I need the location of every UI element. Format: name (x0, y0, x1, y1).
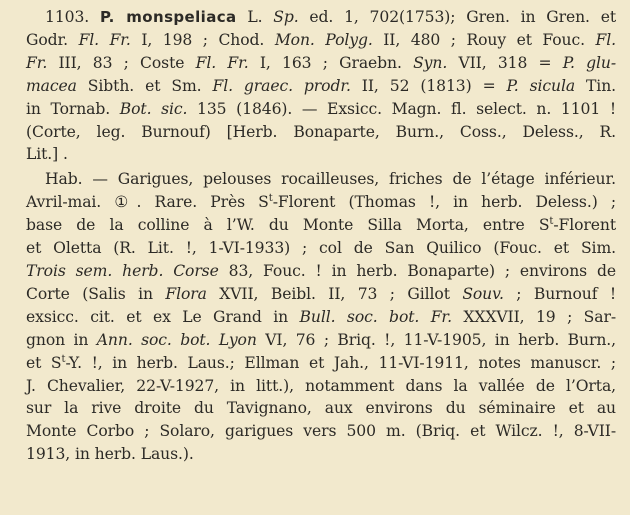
habitat-line (26, 214, 616, 237)
text-run: sur la rive droite du Tavignano, aux environs du séminaire et au (26, 399, 616, 418)
text-run: II, 52 (1813) = (350, 76, 507, 95)
italic-run: Trois sem. herb. Corse (26, 261, 219, 280)
text-run: Avril-mai. ①. Rare. Près S (26, 193, 269, 212)
italic-run: Mon. Polyg. (274, 30, 373, 49)
text-run: Godr. (26, 30, 79, 49)
text-run: I, 198 ; Chod. (130, 30, 275, 49)
entry-line (26, 52, 616, 75)
text-run: gnon in (26, 330, 97, 349)
text-run: in Tornab. (26, 99, 120, 118)
text-run: exsicc. cit. et ex Le Grand in (26, 307, 300, 326)
text-run: XVII, Beibl. II, 73 ; Gillot (206, 284, 463, 303)
text-run: Sibth. et Sm. (76, 76, 213, 95)
text-run: -Y. !, in herb. Laus.; Ellman et Jah., 11-VI-1911, notes manuscr. ; (65, 353, 616, 372)
species-entry (26, 6, 616, 166)
habitat-line (26, 283, 616, 306)
italic-run: Fl. Fr. (78, 30, 131, 49)
text-run: II, 480 ; Rouy et Fouc. (372, 30, 596, 49)
text-run: 1913, in herb. Laus.). (26, 445, 194, 464)
text-run: (Corte, leg. Burnouf) [Herb. Bonaparte, Burn., Coss., Deless., R. (26, 122, 616, 141)
entry-line (26, 6, 616, 29)
habitat-line (26, 352, 616, 375)
text-run: L. (247, 8, 274, 26)
text-run: VI, 76 ; Briq. !, 11-V-1905, in herb. Burn., (256, 330, 616, 349)
habitat-line (26, 260, 616, 283)
text-run: XXXVII, 19 ; Sar- (451, 307, 616, 326)
entry-line (26, 98, 616, 121)
italic-run: P. sicula (506, 76, 576, 95)
text-run: Hab. — Garigues, pelouses rocailleuses, friches de l’étage inférieur. (45, 170, 616, 189)
italic-run: Sp. (273, 8, 299, 26)
text-run: VII, 318 = (447, 53, 563, 72)
text-run: I, 163 ; Graebn. (248, 53, 414, 72)
text-run: et Oletta (R. Lit. !, 1-VI-1933) ; col de San Quilico (Fouc. et Sim. (26, 239, 616, 258)
habitat-line (26, 168, 616, 191)
text-run: J. Chevalier, 22-V-1927, in litt.), notamment dans la vallée de l’Orta, (26, 376, 616, 395)
superscript: t (268, 193, 273, 205)
text-run: -Florent (553, 216, 616, 235)
text-run: ed. 1, 702(1753); Gren. in Gren. et (298, 8, 617, 26)
italic-run: Ann. soc. bot. Lyon (96, 330, 257, 349)
habitat-line (26, 329, 616, 352)
habitat-line (26, 443, 616, 466)
text-run: Tin. (575, 76, 616, 95)
italic-run: Bot. sic. (119, 99, 188, 118)
habitat-line (26, 191, 616, 214)
italic-run: Fl. (595, 30, 616, 49)
text-run: Corte (Salis in (26, 284, 166, 303)
entry-number: 1103. (45, 8, 90, 26)
habitat-line (26, 375, 616, 398)
text-run: ; Burnouf ! (503, 284, 616, 303)
text-run: base de la colline à l’W. du Monte Silla Morta, entre S (26, 216, 550, 235)
entry-line (26, 75, 616, 98)
italic-run: Souv. (462, 284, 504, 303)
text-run: Lit.] . (26, 145, 68, 164)
entry-line (26, 121, 616, 144)
species-name: P. monspeliaca (99, 8, 237, 26)
superscript: t (61, 353, 66, 365)
italic-run: macea (26, 76, 77, 95)
text-run: III, 83 ; Coste (47, 53, 196, 72)
italic-run: Fr. (26, 53, 48, 72)
habitat-line (26, 420, 616, 443)
text-run: -Florent (Thomas !, in herb. Deless.) ; (272, 193, 616, 212)
habitat-line (26, 306, 616, 329)
habitat-paragraph (26, 168, 616, 466)
entry-line (26, 29, 616, 52)
entry-line (26, 143, 616, 166)
habitat-line (26, 397, 616, 420)
superscript: t (549, 215, 554, 227)
text-run: 135 (1846). — Exsicc. Magn. fl. select. n. 1101 ! (187, 99, 616, 118)
text-run: et S (26, 353, 62, 372)
italic-run: Fl. Fr. (195, 53, 249, 72)
italic-run: Fl. graec. prodr. (212, 76, 351, 95)
text-run: Monte Corbo ; Solaro, garigues vers 500 m. (Briq. et Wilcz. !, 8-VII- (26, 422, 616, 441)
italic-run: Syn. (413, 53, 448, 72)
italic-run: P. glu- (562, 53, 616, 72)
text-run: 83, Fouc. ! in herb. Bonaparte) ; environs de (218, 261, 616, 280)
italic-run: Flora (165, 284, 207, 303)
italic-run: Bull. soc. bot. Fr. (299, 307, 452, 326)
habitat-line (26, 237, 616, 260)
